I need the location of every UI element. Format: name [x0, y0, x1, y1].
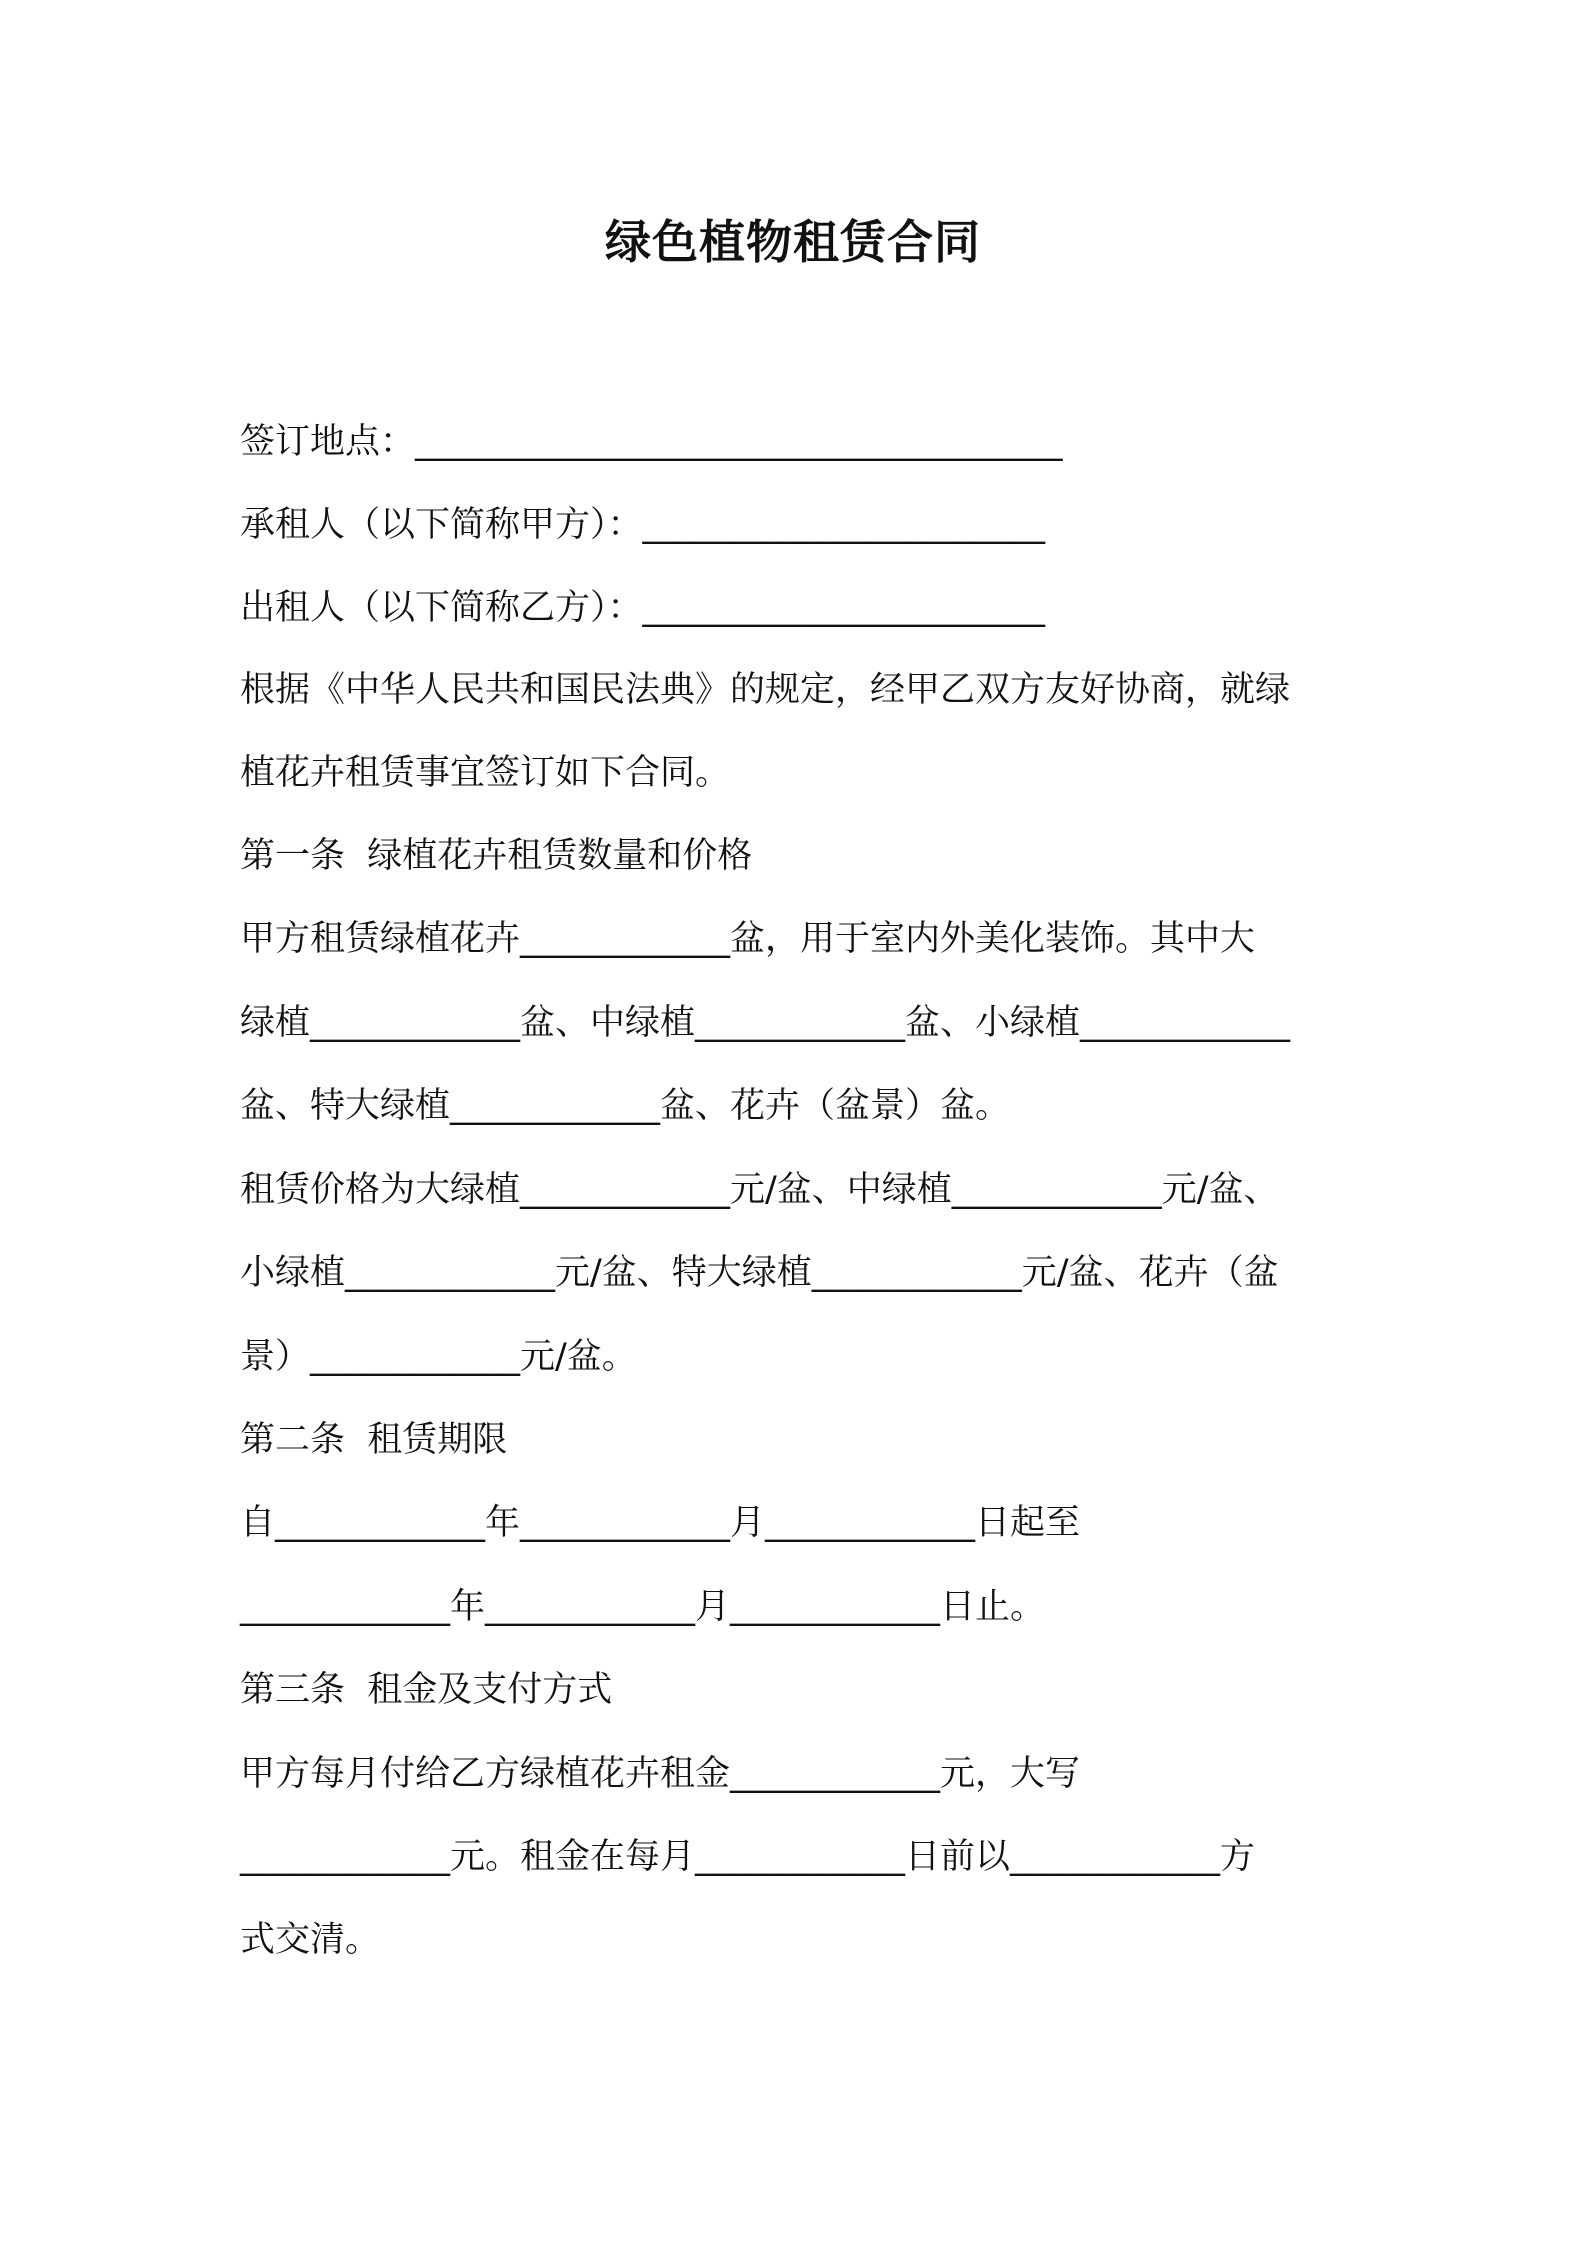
article-3-line-1: 甲方每月付给乙方绿植花卉租金____________元，大写 [240, 1754, 1081, 1794]
signing-place-line: 签订地点：_____________________________________ [240, 422, 1063, 462]
article-1-line-2: 绿植____________盆、中绿植____________盆、小绿植____________ [240, 1003, 1291, 1043]
article-2-heading: 第二条 租赁期限 [240, 1420, 508, 1460]
article-1-line-1: 甲方租赁绿植花卉____________盆，用于室内外美化装饰。其中大 [240, 919, 1256, 959]
article-2-line-2: ____________年____________月____________日止。 [240, 1587, 1046, 1627]
article-1-heading: 第一条 绿植花卉租赁数量和价格 [240, 836, 753, 876]
article-2-line-1: 自____________年____________月____________日起至 [240, 1503, 1081, 1543]
lessee-line: 承租人（以下简称甲方）：_______________________ [240, 505, 1046, 545]
article-1-line-6: 景）____________元/盆。 [240, 1337, 637, 1377]
article-1-line-5: 小绿植____________元/盆、特大绿植____________元/盆、花卉（盆 [240, 1253, 1279, 1293]
preamble-line-1: 根据《中华人民共和国民法典》的规定，经甲乙双方友好协商，就绿 [240, 670, 1291, 710]
article-1-line-3: 盆、特大绿植____________盆、花卉（盆景）盆。 [240, 1086, 1011, 1126]
document-title: 绿色植物租赁合同 [605, 215, 981, 269]
lessor-line: 出租人（以下简称乙方）：_______________________ [240, 588, 1046, 628]
article-1-line-4: 租赁价格为大绿植____________元/盆、中绿植____________元/盆、 [240, 1170, 1279, 1210]
preamble-line-2: 植花卉租赁事宜签订如下合同。 [240, 753, 731, 793]
article-3-line-3: 式交清。 [240, 1920, 381, 1960]
article-3-line-2: ____________元。租金在每月____________日前以____________方 [240, 1837, 1256, 1877]
article-3-heading: 第三条 租金及支付方式 [240, 1670, 613, 1710]
